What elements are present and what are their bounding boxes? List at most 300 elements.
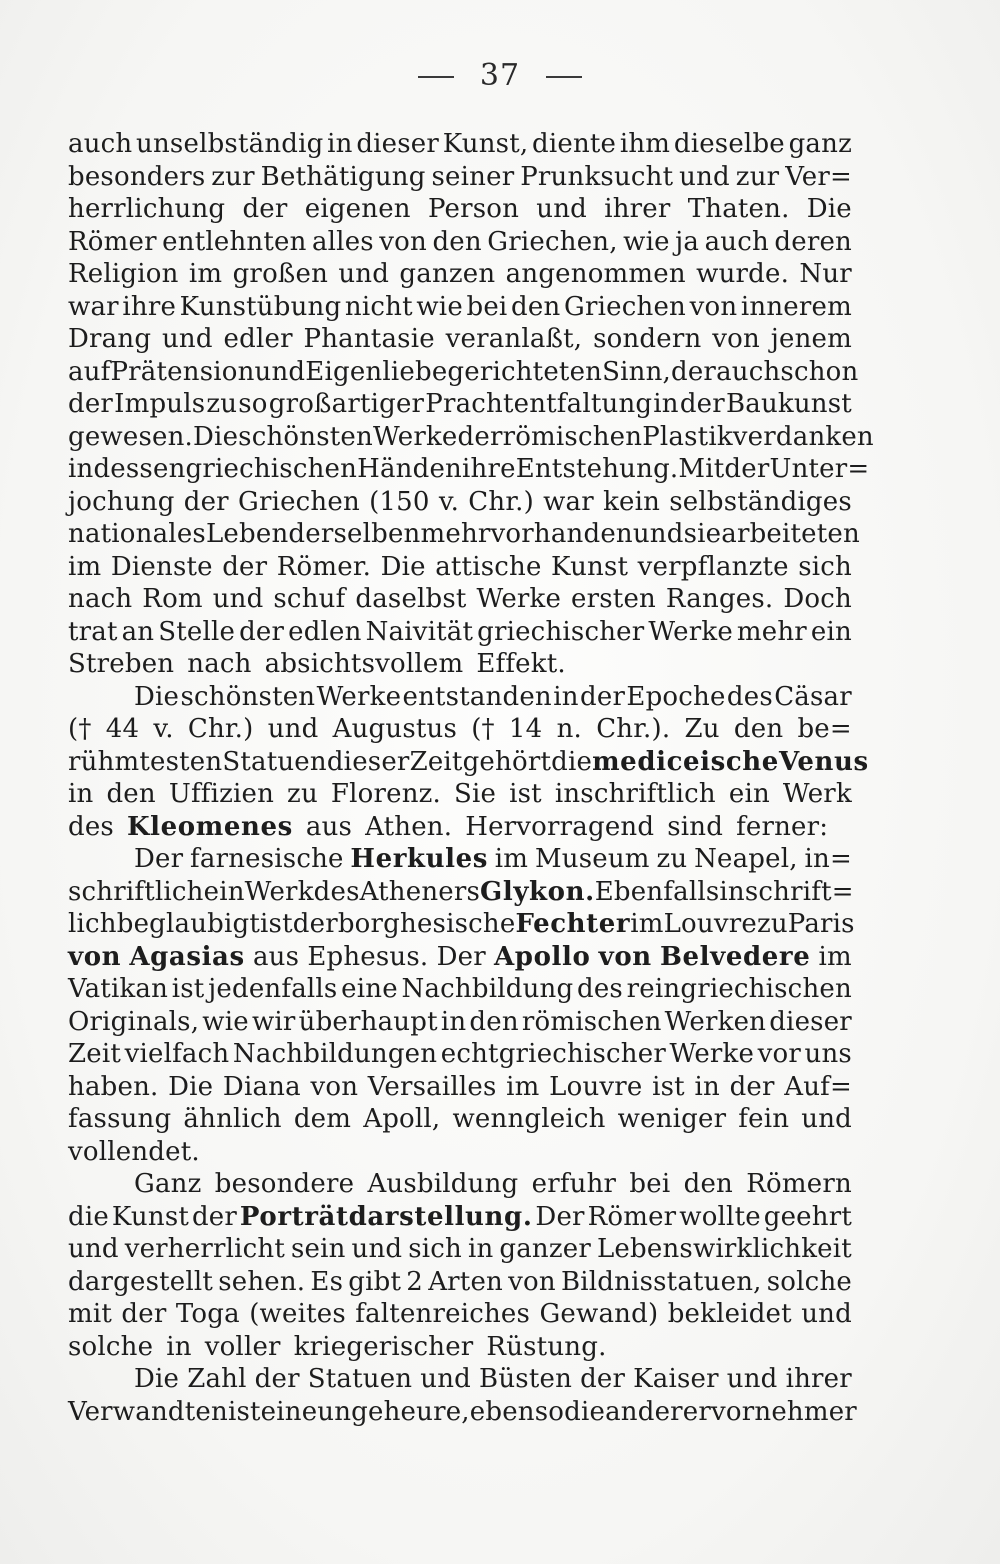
word: überhaupt — [298, 1006, 438, 1037]
word: Auf= — [784, 1071, 852, 1102]
word: Statuen — [307, 1364, 413, 1394]
word: verherrlicht — [124, 1234, 285, 1264]
word: dargestellt — [68, 1266, 214, 1297]
word: haben. — [68, 1071, 159, 1102]
word: so — [238, 389, 268, 419]
word: und — [801, 1299, 852, 1329]
word: wie — [202, 1006, 249, 1037]
word: nicht — [344, 291, 413, 322]
word: angenommen — [505, 259, 686, 289]
word: zu — [206, 389, 238, 419]
emphasized-word: von — [598, 941, 652, 972]
word: der — [191, 1201, 237, 1232]
word: Arten — [428, 1266, 503, 1297]
word: solche — [766, 1266, 852, 1297]
word: im — [506, 1071, 540, 1102]
word: Ranges. — [665, 584, 774, 614]
word: der — [729, 1071, 775, 1102]
word: Neapel, — [694, 844, 798, 874]
word: Toga — [175, 1299, 240, 1329]
word: gerichteten — [447, 356, 603, 387]
text-line — [68, 908, 855, 941]
word: selbständiges — [669, 486, 852, 517]
word: anderer — [605, 1396, 712, 1427]
word: Entstehung. — [515, 454, 679, 484]
word: dem — [293, 1104, 352, 1134]
word: ihrer — [604, 194, 671, 224]
emphasized-word: Apollo — [494, 941, 591, 972]
word: Kunst, — [442, 129, 529, 159]
word: ein — [203, 876, 245, 907]
word: Römern — [746, 1169, 852, 1199]
word: Der — [535, 1201, 585, 1232]
word: wie — [623, 226, 670, 257]
text-line — [68, 1363, 852, 1396]
word: Ganz — [134, 1169, 202, 1199]
word: des — [68, 811, 114, 842]
word: veranlaßt, — [445, 324, 583, 354]
word: ähnlich — [183, 1104, 282, 1134]
word: attische — [435, 551, 542, 582]
word: arbeiteten — [721, 519, 860, 549]
word: Kaiser — [633, 1364, 719, 1394]
text-line — [68, 551, 852, 584]
word: sie — [683, 519, 722, 549]
word: Ephesus. — [307, 941, 429, 972]
word: im — [188, 259, 223, 289]
word: wenngleich — [452, 1104, 606, 1134]
word: solche — [68, 1331, 154, 1362]
word: in — [694, 1071, 720, 1102]
word: n. — [556, 714, 583, 744]
text-line — [68, 1233, 852, 1266]
word: Römer — [587, 1201, 677, 1232]
emphasized-word: Porträtdarstellung. — [239, 1201, 533, 1232]
word: den — [733, 714, 784, 744]
text-line — [68, 746, 869, 779]
word: gewesen. — [68, 421, 194, 452]
word: farnesische — [190, 844, 344, 874]
word: Dienste — [110, 551, 213, 582]
word: Bildnisstatuen, — [560, 1266, 762, 1297]
word: mehr — [736, 616, 807, 647]
word: Phantasie — [303, 324, 435, 354]
word: Die — [380, 551, 426, 582]
text-line — [68, 973, 852, 1006]
word: Vatikan — [68, 974, 169, 1004]
word: ganz — [788, 129, 852, 159]
word: wie — [416, 291, 463, 322]
word: Paris — [787, 909, 855, 939]
word: ist — [171, 974, 205, 1004]
word: Die — [134, 1364, 180, 1394]
word: Der — [436, 941, 486, 972]
emphasized-word: Kleomenes — [126, 811, 293, 842]
word: Person — [427, 194, 520, 224]
text-line — [68, 1006, 852, 1039]
word: Prunksucht — [520, 161, 674, 192]
word: Louvre — [663, 909, 757, 939]
word: zur — [735, 161, 780, 192]
word: und — [801, 1104, 852, 1134]
word: Naivität — [365, 616, 474, 647]
word: der — [724, 454, 770, 484]
word: indessen — [68, 454, 186, 484]
word: v. — [438, 486, 460, 517]
word: Epoche — [626, 681, 726, 712]
word: bei — [629, 1169, 671, 1199]
word: des — [313, 876, 360, 907]
text-line — [68, 1331, 852, 1364]
word: den — [469, 1006, 519, 1037]
word: in — [440, 1006, 467, 1037]
word: in — [327, 129, 353, 159]
word: der — [222, 551, 268, 582]
word: Bethätigung — [260, 161, 426, 192]
word: Büsten — [479, 1364, 573, 1394]
emphasized-word: Belvedere — [659, 941, 811, 972]
text-line — [68, 1201, 852, 1234]
text-line — [68, 648, 852, 681]
word: nationales — [68, 519, 206, 549]
word: Louvre — [549, 1071, 643, 1102]
word: mehr — [420, 519, 491, 549]
word: Sinn, — [602, 356, 671, 387]
word: den — [106, 779, 156, 809]
word: zu — [656, 844, 688, 874]
word: großartiger — [268, 389, 425, 419]
text-line — [68, 323, 852, 356]
word: Museum — [534, 844, 650, 874]
word: eine — [341, 974, 398, 1004]
word: auch — [704, 226, 769, 257]
word: ist — [652, 1071, 685, 1102]
word: griechischen — [185, 454, 358, 484]
emphasized-word: Herkules — [350, 844, 489, 874]
word: uns — [804, 1039, 852, 1069]
text-line — [68, 843, 852, 876]
word: kein — [603, 486, 661, 517]
word: vielfach — [124, 1039, 230, 1069]
word: und — [679, 161, 730, 192]
word: mit — [68, 1299, 113, 1329]
word: wurde. — [696, 259, 790, 289]
word: ist — [260, 909, 293, 939]
word: jochung — [68, 486, 175, 517]
text-line — [68, 356, 859, 389]
word: 2 — [406, 1266, 424, 1297]
word: Augustus — [332, 714, 457, 744]
word: in — [553, 681, 579, 712]
word: vornehmer — [711, 1396, 857, 1427]
text-line — [68, 226, 852, 259]
word: ganzer — [499, 1234, 591, 1264]
word: Zeit — [409, 746, 463, 777]
word: edlen — [288, 616, 362, 647]
emphasized-word: mediceische — [592, 746, 779, 777]
word: absichtsvollem — [264, 649, 464, 679]
word: und — [726, 1364, 778, 1394]
emphasized-word: Agasias — [129, 941, 245, 972]
word: zu — [756, 909, 788, 939]
word: Cäsar — [774, 681, 852, 712]
text-line — [68, 486, 852, 519]
word: der — [580, 1364, 626, 1394]
word: kriegerischer — [293, 1331, 474, 1362]
word: auch — [68, 129, 133, 159]
word: jedenfalls — [208, 974, 338, 1004]
word: Zu — [684, 714, 720, 744]
word: sehen. — [218, 1266, 306, 1297]
emphasized-word: Fechter — [515, 909, 631, 939]
word: Die — [134, 681, 180, 712]
text-line — [68, 616, 852, 649]
word: ersten — [571, 584, 656, 614]
word: Rom — [142, 584, 203, 614]
word: rühmtesten — [68, 746, 223, 777]
word: Versailles — [367, 1071, 497, 1102]
word: auch — [716, 356, 781, 387]
word: schönsten — [238, 421, 373, 452]
word: Werk — [782, 779, 852, 809]
word: im — [68, 551, 102, 582]
word: Drang — [68, 324, 152, 354]
word: geehrt — [763, 1201, 852, 1232]
word: Thaten. — [687, 194, 790, 224]
word: Leben — [205, 519, 289, 549]
word: (weites — [249, 1299, 346, 1329]
word: der — [457, 421, 503, 452]
word: Kunst — [551, 551, 629, 582]
word: und — [254, 356, 306, 387]
word: der — [254, 1364, 300, 1394]
word: Effekt. — [476, 649, 566, 679]
page-number: 37 — [479, 58, 521, 93]
word: Werk — [244, 876, 314, 907]
word: von — [310, 1071, 359, 1102]
word: weniger — [617, 1104, 727, 1134]
word: und — [632, 519, 684, 549]
word: Werke — [669, 1039, 755, 1069]
word: edler — [223, 324, 293, 354]
word: faltenreiches — [355, 1299, 531, 1329]
word: Ausbildung — [367, 1169, 519, 1199]
word: war — [68, 291, 119, 322]
word: Lebenswirklichkeit — [596, 1234, 852, 1264]
word: ist — [227, 1396, 261, 1427]
word: († — [68, 714, 92, 744]
word: ihm — [619, 129, 671, 159]
text-line — [68, 291, 852, 324]
word: und — [68, 1234, 119, 1264]
word: besondere — [214, 1169, 355, 1199]
text-line — [68, 583, 852, 616]
word: Verwandten — [68, 1396, 228, 1427]
body-text — [68, 128, 874, 1428]
word: derselben — [288, 519, 421, 549]
word: römischen — [502, 421, 643, 452]
word: ein — [728, 779, 770, 809]
text-line — [68, 1071, 852, 1104]
word: Baukunst — [725, 389, 852, 419]
word: ihre — [462, 454, 516, 484]
word: Doch — [783, 584, 852, 614]
word: aus — [305, 811, 353, 842]
word: Plastik — [642, 421, 733, 452]
word: nach — [68, 584, 133, 614]
word: Prachtentfaltung — [425, 389, 653, 419]
word: der — [183, 486, 229, 517]
word: im — [494, 844, 529, 874]
text-line — [68, 1298, 852, 1331]
word: Griechen — [564, 291, 686, 322]
word: Kunstübung — [179, 291, 342, 322]
word: Nur — [799, 259, 852, 289]
word: Römer — [68, 226, 157, 257]
word: ein — [810, 616, 852, 647]
word: sich — [408, 1234, 462, 1264]
word: schuf — [273, 584, 346, 614]
word: Die — [168, 1071, 214, 1102]
word: die — [564, 1396, 606, 1427]
word: Mit — [678, 454, 725, 484]
text-line — [68, 1396, 857, 1429]
word: nach — [187, 649, 252, 679]
word: gehört — [462, 746, 552, 777]
word: Die — [806, 194, 852, 224]
word: reingriechischen — [626, 974, 852, 1004]
text-line — [68, 1136, 852, 1169]
word: borghesische — [337, 909, 516, 939]
word: Kunst — [111, 1201, 190, 1232]
word: Apoll, — [363, 1104, 441, 1134]
word: ungeheure, — [317, 1396, 470, 1427]
word: vollendet. — [68, 1136, 200, 1167]
word: herrlichung — [68, 194, 226, 224]
word: der — [242, 194, 288, 224]
word: die — [68, 1201, 109, 1232]
text-line — [68, 778, 852, 811]
word: inschriftlich — [554, 779, 716, 809]
word: sich — [798, 551, 852, 582]
text-line — [68, 161, 852, 194]
word: wollte — [679, 1201, 761, 1232]
word: Unter= — [769, 454, 870, 484]
header-right-dash — [546, 76, 582, 78]
word: († — [471, 714, 495, 744]
word: diente — [532, 129, 617, 159]
word: von — [508, 1266, 556, 1297]
word: ebenso — [469, 1396, 565, 1427]
word: den — [432, 226, 482, 257]
word: Statuen — [222, 746, 327, 777]
word: fein — [738, 1104, 790, 1134]
word: Werke — [476, 584, 562, 614]
word: und — [161, 324, 213, 354]
text-line — [68, 713, 852, 746]
word: und — [212, 584, 264, 614]
word: an — [121, 616, 155, 647]
word: entstanden — [402, 681, 552, 712]
text-line — [68, 811, 852, 844]
word: in — [68, 779, 94, 809]
word: deren — [774, 226, 852, 257]
word: der — [292, 909, 338, 939]
word: innerem — [740, 291, 852, 322]
emphasized-word: Glykon. — [480, 876, 595, 907]
word: Nachbildungen — [232, 1039, 438, 1069]
word: zur — [211, 161, 255, 192]
word: die — [551, 746, 593, 777]
text-line — [68, 1168, 852, 1201]
text-line — [68, 453, 870, 486]
word: seiner — [431, 161, 515, 192]
word: von — [689, 291, 738, 322]
word: Zahl — [187, 1364, 247, 1394]
word: im — [818, 941, 852, 972]
text-line — [68, 681, 852, 714]
word: von — [379, 226, 427, 257]
text-line — [68, 876, 852, 909]
word: echtgriechischer — [440, 1039, 666, 1069]
word: ganzen — [399, 259, 496, 289]
word: be= — [797, 714, 852, 744]
word: ja — [675, 226, 700, 257]
word: Chr.). — [596, 714, 671, 744]
word: dieser — [326, 746, 410, 777]
text-line — [68, 388, 852, 421]
word: Hervorragend — [465, 811, 655, 842]
word: vorhanden — [490, 519, 633, 549]
word: des — [577, 974, 623, 1004]
word: Impuls — [114, 389, 206, 419]
text-line — [68, 518, 860, 551]
word: Es — [310, 1266, 344, 1297]
word: jenem — [770, 324, 852, 354]
word: Werken — [664, 1006, 767, 1037]
word: großen — [232, 259, 329, 289]
word: der — [671, 356, 717, 387]
word: sondern — [593, 324, 702, 354]
word: Florenz. — [330, 779, 442, 809]
text-line — [68, 421, 874, 454]
text-line — [68, 1266, 852, 1299]
word: Rüstung. — [486, 1331, 607, 1362]
word: Griechen — [237, 486, 360, 517]
word: zu — [287, 779, 318, 809]
word: und — [338, 259, 390, 289]
word: sind — [667, 811, 724, 842]
word: Der — [134, 844, 184, 874]
word: trat — [68, 616, 118, 647]
text-line — [68, 1038, 852, 1071]
word: Atheners — [359, 876, 481, 907]
word: Diana — [222, 1071, 301, 1102]
word: Ebenfalls — [594, 876, 720, 907]
word: den — [511, 291, 561, 322]
word: den — [683, 1169, 734, 1199]
text-line — [68, 128, 852, 161]
word: daselbst — [355, 584, 467, 614]
word: des — [726, 681, 773, 712]
word: bekleidet — [667, 1299, 792, 1329]
word: Händen — [357, 454, 462, 484]
word: Nachbildung — [401, 974, 574, 1004]
word: inschrift= — [719, 876, 854, 907]
word: Werke — [316, 681, 402, 712]
emphasized-word: von — [68, 941, 122, 972]
word: Römer. — [276, 551, 372, 582]
